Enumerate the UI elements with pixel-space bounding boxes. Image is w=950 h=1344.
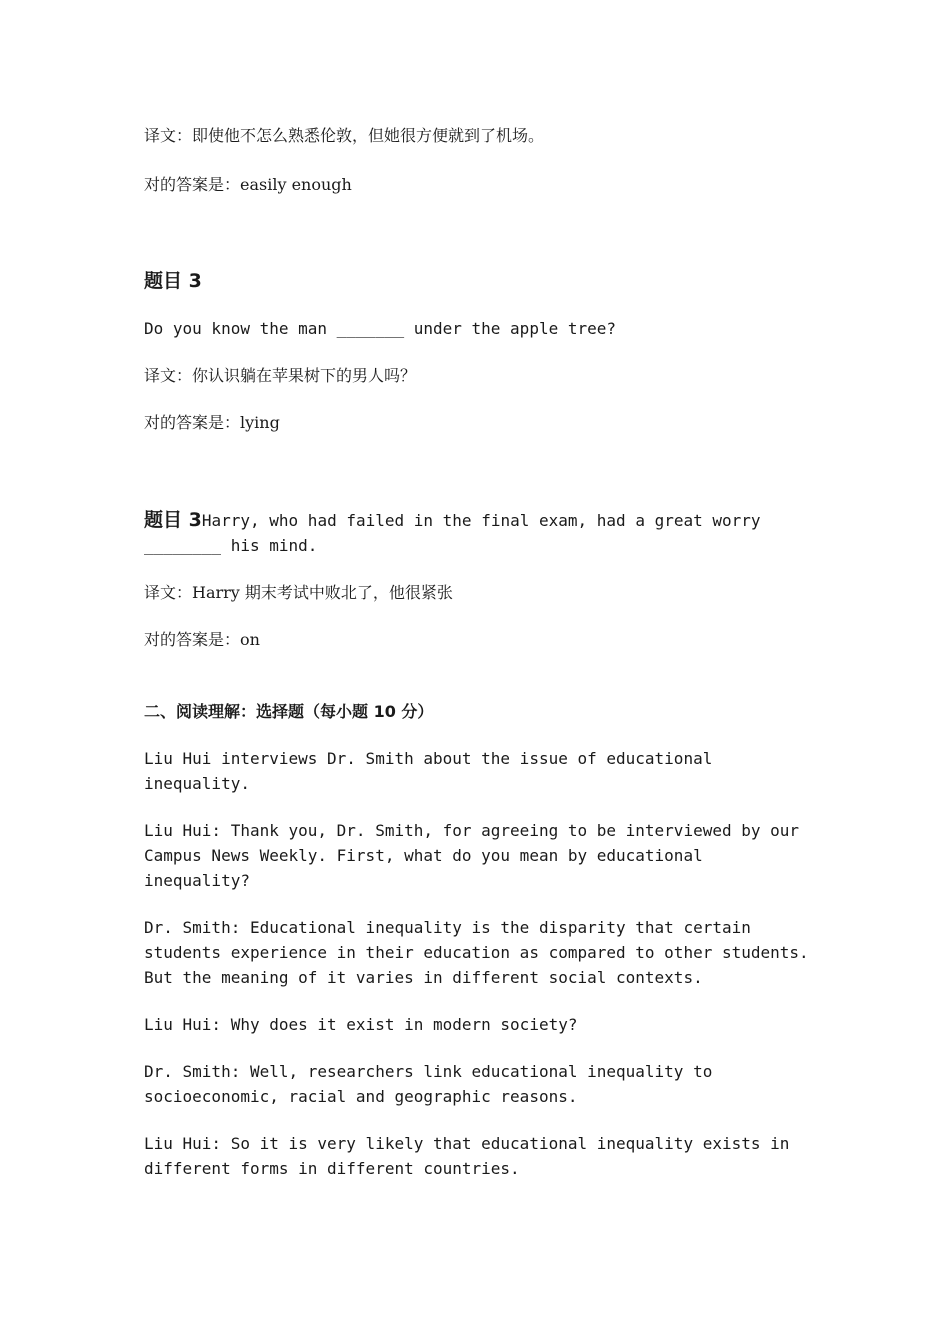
reading-paragraph: Liu Hui interviews Dr. Smith about the issue of educational inequality. bbox=[144, 749, 722, 793]
reading-paragraph: Liu Hui: Thank you, Dr. Smith, for agreeing to be interviewed by our Campus News Weekly. First, what do you mean by educational inequality? bbox=[144, 821, 809, 890]
q3b-translation: 译文：Harry 期末考试中败北了，他很紧张 bbox=[144, 583, 453, 602]
q2-answer-text: 对的答案是：easily enough bbox=[144, 175, 352, 194]
q2-answer bbox=[144, 172, 814, 197]
q2-translation: 译文：即使他不怎么熟悉伦敦，但她很方便就到了机场。 bbox=[144, 126, 545, 145]
q3b-question: Harry, who had failed in the final exam, had a great worry ________ his mind. bbox=[144, 511, 771, 555]
reading-paragraph: Liu Hui: So it is very likely that educational inequality exists in different forms in different countries. bbox=[144, 1134, 800, 1178]
q3a-translation: 译文：你认识躺在苹果树下的男人吗？ bbox=[144, 366, 417, 385]
reading-paragraph: Dr. Smith: Well, researchers link educational inequality to socioeconomic, racial and geographic reasons. bbox=[144, 1062, 722, 1106]
reading-section-title: 二、阅读理解：选择题（每小题 10 分） bbox=[144, 702, 434, 721]
q3b-heading: 题目 3 bbox=[144, 509, 202, 531]
q3b-answer: 对的答案是：on bbox=[144, 630, 260, 649]
q3a-question: Do you know the man _______ under the apple tree? bbox=[144, 319, 617, 338]
q3b-block bbox=[144, 508, 814, 558]
reading-paragraph: Dr. Smith: Educational inequality is the disparity that certain students experience in their education as compared to other students. But the meaning of it varies in different social contexts. bbox=[144, 918, 819, 987]
reading-paragraph: Liu Hui: Why does it exist in modern society? bbox=[144, 1015, 578, 1034]
q3a-answer: 对的答案是：lying bbox=[144, 413, 280, 432]
q3a-heading: 题目 3 bbox=[144, 270, 202, 292]
